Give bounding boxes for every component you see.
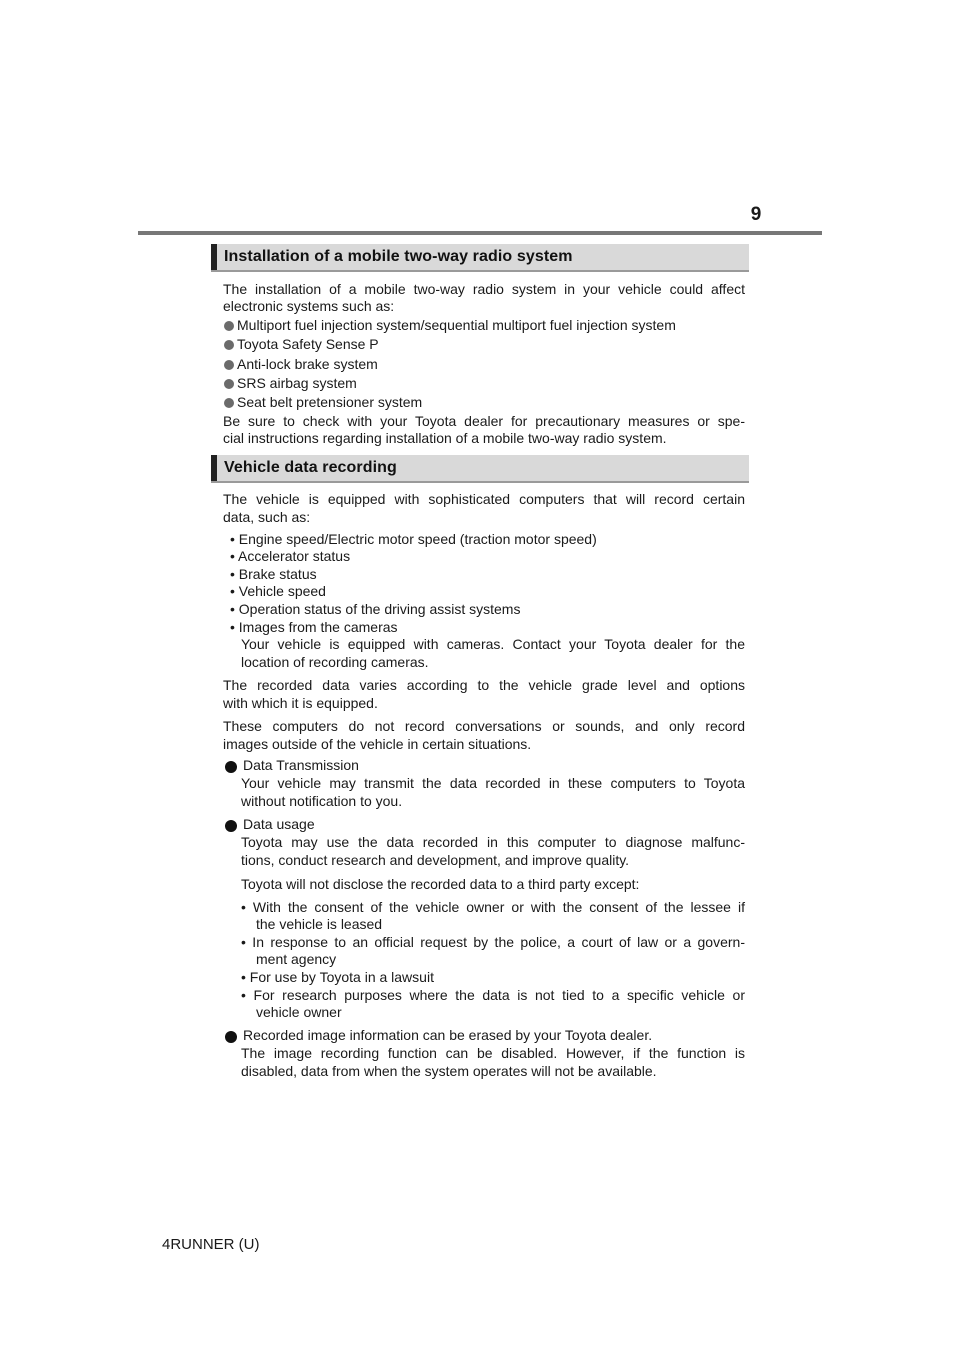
bullet-icon [225, 1031, 237, 1043]
bullet-icon [224, 321, 234, 331]
heading-bar [211, 455, 217, 481]
list-item: • Accelerator status [230, 548, 351, 564]
data-transmission-line2: without notification to you. [241, 793, 403, 809]
grade-para-line2: with which it is equipped. [223, 695, 378, 711]
section-title: Installation of a mobile two-way radio system [224, 248, 573, 265]
section-heading-radio [211, 244, 749, 272]
radio-intro-line1: The installation of a mobile two-way radio system in your vehicle could affect [223, 281, 745, 297]
radio-note-line1: Be sure to check with your Toyota dealer for precautionary measures or spe- [223, 413, 745, 429]
recorded-image-line2: disabled, data from when the system operates will not be available. [241, 1063, 657, 1079]
list-item: Toyota Safety Sense P [237, 336, 379, 352]
exception-1-line1: • With the consent of the vehicle owner or with the consent of the lessee if [241, 899, 745, 915]
data-transmission-title: Data Transmission [243, 757, 359, 773]
section-heading-data [211, 455, 749, 483]
bullet-icon [224, 360, 234, 370]
list-item: • Vehicle speed [230, 583, 326, 599]
data-usage-line1: Toyota may use the data recorded in this computer to diagnose malfunc- [241, 834, 745, 850]
list-item: Multiport fuel injection system/sequential multiport fuel injection system [237, 317, 676, 333]
exception-2-line1: • In response to an official request by the police, a court of law or a govern- [241, 934, 745, 950]
sounds-para-line2: images outside of the vehicle in certain situations. [223, 736, 532, 752]
list-item: Anti-lock brake system [237, 356, 378, 372]
heading-bar [211, 244, 217, 270]
radio-intro-line2: electronic systems such as: [223, 298, 395, 314]
exception-1-line2: the vehicle is leased [256, 916, 383, 932]
list-item: • Brake status [230, 566, 317, 582]
exception-4-line2: vehicle owner [256, 1004, 342, 1020]
data-usage-title: Data usage [243, 816, 315, 832]
data-transmission-line1: Your vehicle may transmit the data recorded in these computers to Toyota [241, 775, 745, 791]
data-intro-line2: data, such as: [223, 509, 311, 525]
camera-note-line2: location of recording cameras. [241, 654, 429, 670]
recorded-image-line1: The image recording function can be disabled. However, if the function is [241, 1045, 745, 1061]
exception-3: • For use by Toyota in a lawsuit [241, 969, 434, 985]
exception-4-line1: • For research purposes where the data is not tied to a specific vehicle or [241, 987, 745, 1003]
bullet-icon [225, 761, 237, 773]
bullet-icon [224, 379, 234, 389]
page-number: 9 [750, 204, 762, 225]
list-item: • Engine speed/Electric motor speed (traction motor speed) [230, 531, 597, 547]
data-usage-line2: tions, conduct research and development, and improve quality. [241, 852, 630, 868]
radio-note-line2: cial instructions regarding installation of a mobile two-way radio system. [223, 430, 667, 446]
list-item: • Operation status of the driving assist systems [230, 601, 521, 617]
footer-model: 4RUNNER (U) [162, 1236, 260, 1253]
list-item: SRS airbag system [237, 375, 357, 391]
header-rule [138, 231, 822, 235]
grade-para-line1: The recorded data varies according to the vehicle grade level and options [223, 677, 745, 693]
data-usage-line3: Toyota will not disclose the recorded data to a third party except: [241, 876, 640, 892]
section-title: Vehicle data recording [224, 459, 397, 476]
sounds-para-line1: These computers do not record conversations or sounds, and only record [223, 718, 745, 734]
bullet-icon [224, 398, 234, 408]
list-item: Seat belt pretensioner system [237, 394, 423, 410]
bullet-icon [224, 340, 234, 350]
camera-note-line1: Your vehicle is equipped with cameras. Contact your Toyota dealer for the [241, 636, 745, 652]
bullet-icon [225, 820, 237, 832]
data-intro-line1: The vehicle is equipped with sophisticated computers that will record certain [223, 491, 745, 507]
exception-2-line2: ment agency [256, 951, 337, 967]
recorded-image-title: Recorded image information can be erased by your Toyota dealer. [243, 1027, 653, 1043]
list-item: • Images from the cameras [230, 619, 398, 635]
